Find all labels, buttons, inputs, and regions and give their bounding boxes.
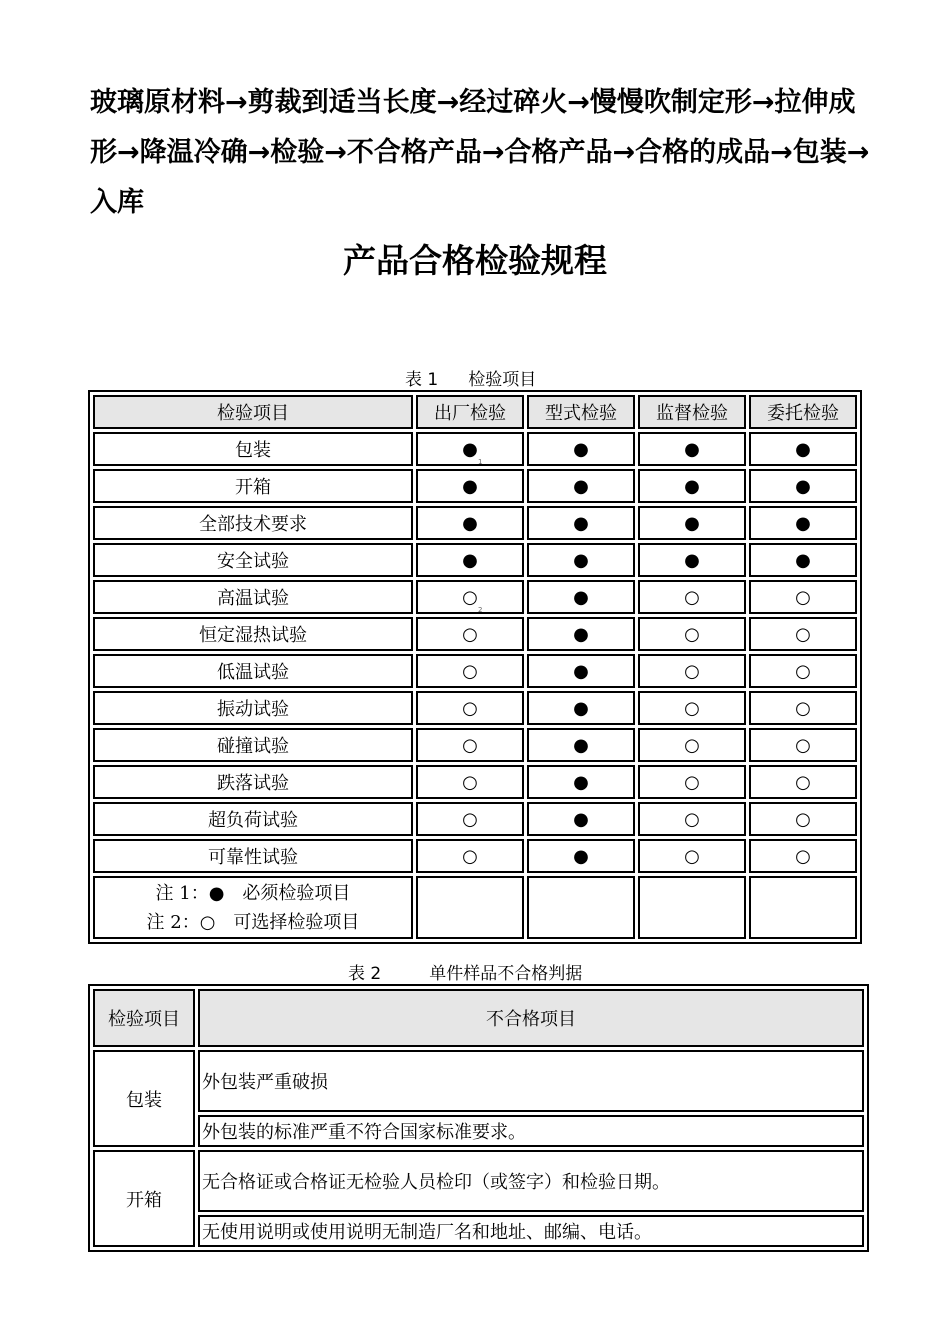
- footnote-marker: 2: [478, 606, 483, 614]
- table1-header-entrusted: 委托检验: [749, 395, 857, 429]
- table-row: [93, 765, 857, 799]
- table2-header-criteria: 不合格项目: [198, 989, 864, 1047]
- table-row: [93, 432, 857, 466]
- table-row: [93, 506, 857, 540]
- table-row: [93, 1150, 864, 1212]
- optional-mark: ○: [795, 734, 811, 756]
- mark-cell: [416, 839, 524, 873]
- table1-caption-title: 检验项目: [468, 370, 537, 390]
- table1-header-supervision: 监督检验: [638, 395, 746, 429]
- required-mark: ●: [573, 734, 589, 756]
- mark-cell: [749, 765, 857, 799]
- mark-cell: [416, 728, 524, 762]
- optional-mark: ○: [462, 697, 478, 719]
- mark-cell: [638, 543, 746, 577]
- optional-mark: ○: [684, 808, 700, 830]
- mark-cell: [638, 654, 746, 688]
- mark-cell: [749, 506, 857, 540]
- empty-cell: [527, 876, 635, 939]
- optional-mark: ○: [795, 845, 811, 867]
- mark-cell: [527, 580, 635, 614]
- mark-cell: [527, 543, 635, 577]
- mark-cell: [749, 654, 857, 688]
- mark-cell: [527, 691, 635, 725]
- mark-cell: [416, 765, 524, 799]
- required-mark: ●: [573, 623, 589, 645]
- optional-mark: ○: [795, 697, 811, 719]
- table1-notes-row: [93, 876, 857, 939]
- optional-mark: ○: [795, 808, 811, 830]
- mark-cell: [638, 617, 746, 651]
- item-name: 振动试验: [93, 691, 413, 725]
- item-name: 开箱: [93, 469, 413, 503]
- table1-header-item: 检验项目: [93, 395, 413, 429]
- table-row: [93, 617, 857, 651]
- table1-caption-number: 表 1: [405, 370, 439, 390]
- mark-cell: [416, 580, 524, 614]
- item-name: 包装: [93, 432, 413, 466]
- mark-cell: [416, 432, 524, 466]
- optional-mark: ○: [462, 660, 478, 682]
- mark-cell: [638, 691, 746, 725]
- table-row: [93, 802, 857, 836]
- table-row: [93, 469, 857, 503]
- optional-mark: ○: [462, 808, 478, 830]
- legend-cell: [93, 876, 413, 939]
- note-required: 注 1：● 必须检验项目: [155, 882, 351, 904]
- group-item-name: 开箱: [93, 1150, 195, 1247]
- required-mark: ●: [684, 438, 700, 460]
- required-mark: ●: [684, 512, 700, 534]
- mark-cell: [416, 469, 524, 503]
- table2-caption-number: 表 2: [348, 964, 382, 984]
- required-mark: ●: [462, 475, 478, 497]
- mark-cell: [527, 654, 635, 688]
- table1-header-factory: 出厂检验: [416, 395, 524, 429]
- required-mark: ●: [795, 549, 811, 571]
- empty-cell: [749, 876, 857, 939]
- table2-header-row: [93, 989, 864, 1047]
- criteria-cell: 无合格证或合格证无检验人员检印（或签字）和检验日期。: [198, 1150, 864, 1212]
- required-mark: ●: [573, 549, 589, 571]
- mark-cell: [638, 765, 746, 799]
- item-name: 安全试验: [93, 543, 413, 577]
- mark-cell: [749, 469, 857, 503]
- table-row: [93, 728, 857, 762]
- optional-mark: ○: [684, 697, 700, 719]
- mark-cell: [749, 839, 857, 873]
- table-row: [93, 654, 857, 688]
- optional-mark: ○: [795, 586, 811, 608]
- mark-cell: [416, 802, 524, 836]
- item-name: 低温试验: [93, 654, 413, 688]
- required-mark: ●: [795, 512, 811, 534]
- mark-cell: [638, 506, 746, 540]
- optional-mark: ○: [795, 623, 811, 645]
- mark-cell: [638, 839, 746, 873]
- required-mark: ●: [462, 512, 478, 534]
- mark-cell: [638, 469, 746, 503]
- optional-mark: ○: [684, 734, 700, 756]
- criteria-cell: 无使用说明或使用说明无制造厂名和地址、邮编、电话。: [198, 1215, 864, 1247]
- required-mark: ●: [462, 549, 478, 571]
- mark-cell: [416, 506, 524, 540]
- optional-mark: ○: [684, 660, 700, 682]
- mark-cell: [749, 728, 857, 762]
- mark-cell: [749, 802, 857, 836]
- required-mark: ●: [684, 475, 700, 497]
- criteria-cell: 外包装的标准严重不符合国家标准要求。: [198, 1115, 864, 1147]
- document-title: 产品合格检验规程: [343, 241, 607, 280]
- item-name: 全部技术要求: [93, 506, 413, 540]
- table1-header-row: [93, 395, 857, 429]
- mark-cell: [527, 432, 635, 466]
- mark-cell: [638, 580, 746, 614]
- optional-mark: ○: [462, 623, 478, 645]
- mark-cell: [527, 617, 635, 651]
- optional-mark: ○: [684, 586, 700, 608]
- mark-cell: [416, 617, 524, 651]
- item-name: 碰撞试验: [93, 728, 413, 762]
- required-mark: ●: [573, 845, 589, 867]
- required-mark: ●: [684, 549, 700, 571]
- mark-cell: [527, 839, 635, 873]
- mark-cell: [749, 617, 857, 651]
- item-name: 高温试验: [93, 580, 413, 614]
- item-name: 可靠性试验: [93, 839, 413, 873]
- required-mark: ●: [573, 660, 589, 682]
- criteria-cell: 外包装严重破损: [198, 1050, 864, 1112]
- mark-cell: [416, 543, 524, 577]
- required-mark: ●: [462, 438, 478, 460]
- table-row: [93, 1050, 864, 1112]
- optional-mark: ○: [684, 771, 700, 793]
- nonconformity-criteria-table: [88, 984, 869, 1252]
- mark-cell: [749, 432, 857, 466]
- mark-cell: [527, 728, 635, 762]
- optional-mark: ○: [684, 623, 700, 645]
- optional-mark: ○: [462, 586, 478, 608]
- optional-mark: ○: [684, 845, 700, 867]
- required-mark: ●: [573, 438, 589, 460]
- table-row: [93, 839, 857, 873]
- required-mark: ●: [573, 475, 589, 497]
- group-item-name: 包装: [93, 1050, 195, 1147]
- table-row: [93, 691, 857, 725]
- mark-cell: [638, 432, 746, 466]
- required-mark: ●: [573, 697, 589, 719]
- mark-cell: [749, 580, 857, 614]
- optional-mark: ○: [462, 771, 478, 793]
- table-row: [93, 1215, 864, 1247]
- footnote-marker: 1: [478, 458, 483, 466]
- table1-caption: [405, 365, 536, 390]
- inspection-items-table: [88, 390, 862, 944]
- table2-caption: [348, 959, 582, 984]
- mark-cell: [638, 728, 746, 762]
- note-optional: 注 2：○ 可选择检验项目: [146, 911, 360, 933]
- required-mark: ●: [795, 438, 811, 460]
- table1-header-type: 型式检验: [527, 395, 635, 429]
- mark-cell: [416, 654, 524, 688]
- optional-mark: ○: [462, 845, 478, 867]
- mark-cell: [527, 506, 635, 540]
- required-mark: ●: [795, 475, 811, 497]
- mark-cell: [416, 691, 524, 725]
- empty-cell: [638, 876, 746, 939]
- table-row: [93, 1115, 864, 1147]
- mark-cell: [749, 691, 857, 725]
- item-name: 超负荷试验: [93, 802, 413, 836]
- required-mark: ●: [573, 808, 589, 830]
- table-row: [93, 580, 857, 614]
- table-row: [93, 543, 857, 577]
- required-mark: ●: [573, 771, 589, 793]
- table2-caption-title: 单件样品不合格判据: [429, 964, 583, 984]
- table2-header-item: 检验项目: [93, 989, 195, 1047]
- mark-cell: [638, 802, 746, 836]
- process-flow-text: 玻璃原材料→剪裁到适当长度→经过碎火→慢慢吹制定形→拉伸成形→降温冷确→检验→不合格产品→合格产品→合格的成品→包装→入库: [90, 87, 870, 218]
- required-mark: ●: [573, 512, 589, 534]
- item-name: 跌落试验: [93, 765, 413, 799]
- mark-cell: [527, 469, 635, 503]
- required-mark: ●: [573, 586, 589, 608]
- optional-mark: ○: [795, 660, 811, 682]
- empty-cell: [416, 876, 524, 939]
- optional-mark: ○: [795, 771, 811, 793]
- mark-cell: [527, 765, 635, 799]
- mark-cell: [749, 543, 857, 577]
- optional-mark: ○: [462, 734, 478, 756]
- mark-cell: [527, 802, 635, 836]
- item-name: 恒定湿热试验: [93, 617, 413, 651]
